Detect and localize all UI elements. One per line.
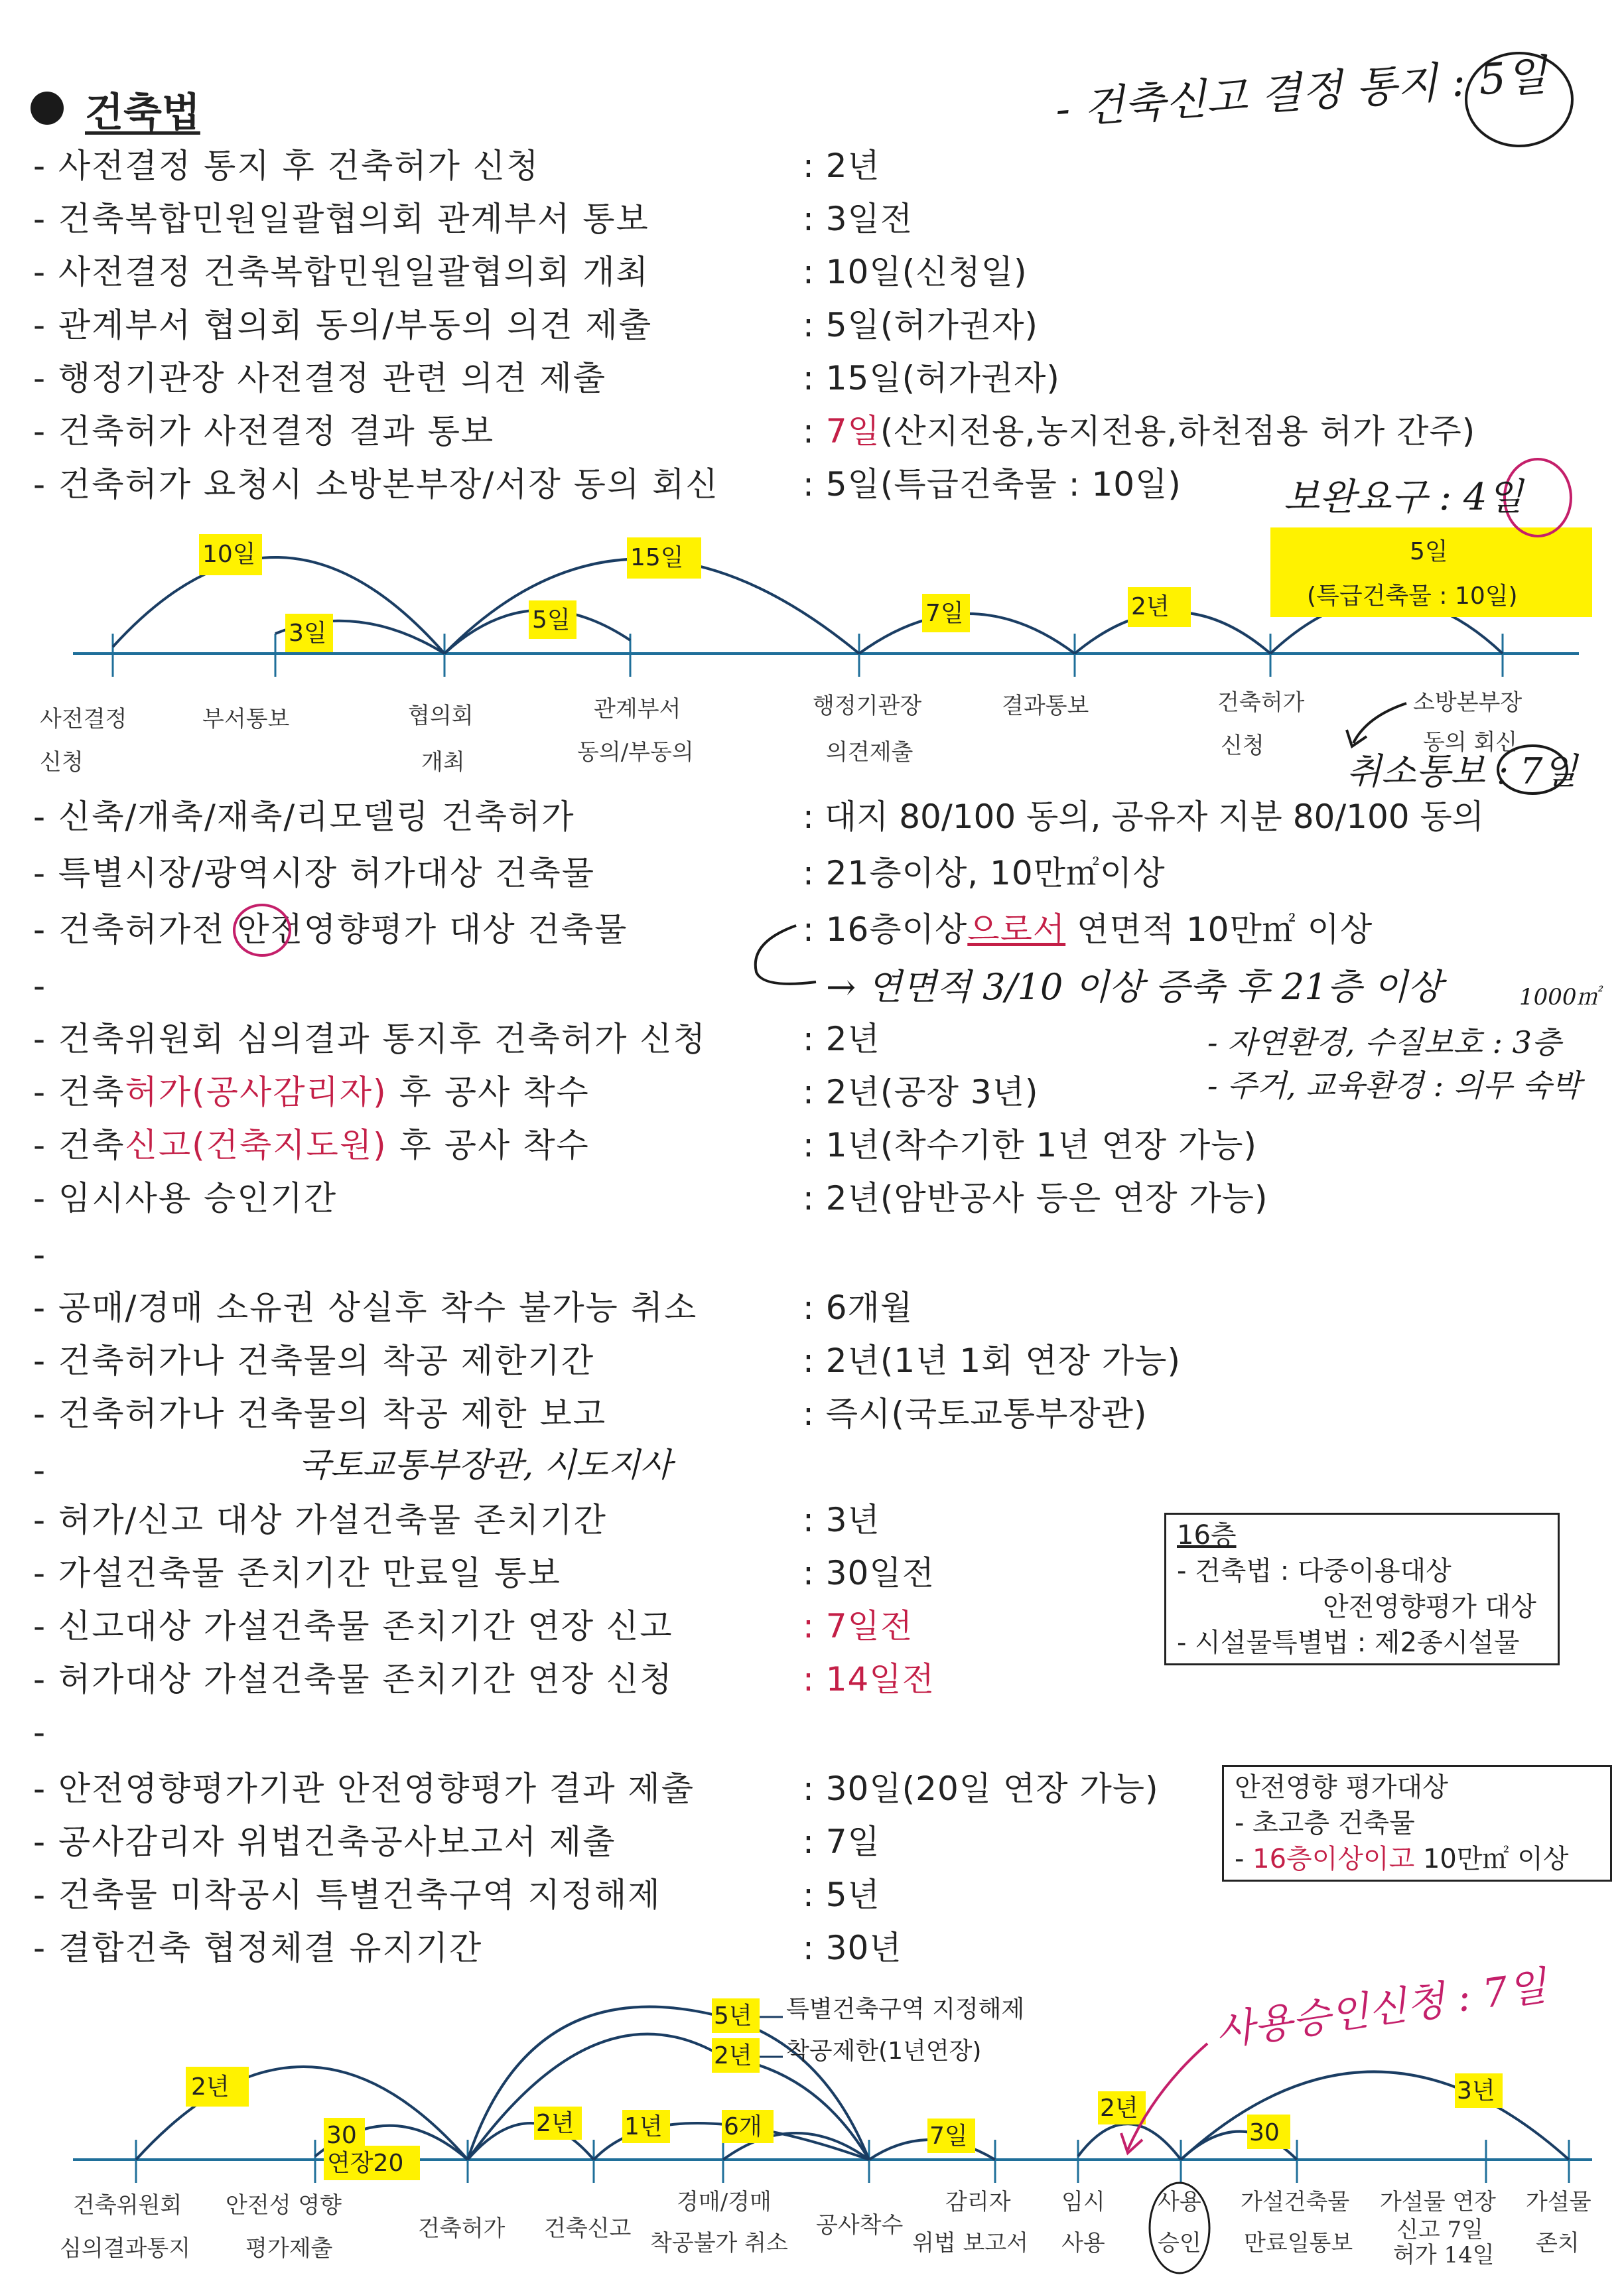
item-label: - 행정기관장 사전결정 관련 의견 제출 [33,359,607,397]
item-value: : 2년 [803,147,880,185]
item-label: - 건축허가나 건축물의 착공 제한 보고 [33,1395,607,1433]
timeline-label: 착공불가 취소 [650,2230,788,2257]
tag: 2년 [191,2073,230,2101]
handwritten-env-note: - 자연환경, 수질보호 : 3층 [1207,1024,1562,1060]
tag: 5일 [1410,538,1448,565]
item-value: : 3년 [803,1501,880,1539]
timeline-label: 결과통보 [1002,693,1089,719]
item-value: : 1년(착수기한 1년 연장 가능) [803,1126,1258,1164]
item-value: : 5년 [803,1876,880,1914]
page-title: 건축법 [85,90,200,136]
timeline-label: 허가 14일 [1393,2242,1495,2268]
item-label: - 공사감리자 위법건축공사보고서 제출 [33,1823,616,1861]
timeline-label: 신고 7일 [1396,2217,1483,2243]
box-line: - 초고층 건축물 [1235,1808,1415,1839]
timeline-label: 소방본부장 [1413,689,1522,716]
item-value: : 6개월 [803,1288,914,1327]
item-label: - 건축복합민원일괄협의회 관계부서 통보 [33,200,649,238]
tag: 연장20 [327,2150,404,2177]
timeline-label: 신청 [40,749,84,776]
item-label: - 건축허가전 안전영향평가 대상 건축물 [33,910,628,949]
item-value: : 30년 [803,1929,902,1967]
tag: 6개 [724,2113,762,2140]
tag: 30 [1249,2119,1280,2146]
item-value: : 2년 [803,1020,880,1058]
item-label-red: 허가(공사감리자) [125,1073,387,1111]
item-label: - 건축위원회 심의결과 통지후 건축허가 신청 [33,1020,707,1058]
item-label: - 건축물 미착공시 특별건축구역 지정해제 [33,1876,661,1914]
timeline-label: 사용 [1158,2189,1201,2215]
handwritten-note-top: - 건축신고 결정 통지 : 5일 [1053,51,1549,135]
box-line: 안전영향평가 대상 [1323,1592,1536,1622]
timeline-label: 건축위원회 [73,2192,182,2219]
tag: 5년 [714,2002,752,2030]
timeline-label: 건축신고 [544,2215,632,2242]
item-label: - 건축허가 사전결정 결과 통보 [33,412,495,451]
timeline-label: 관계부서 [594,696,681,723]
note: 특별건축구역 지정해제 [786,1996,1025,2023]
tag: 1년 [624,2113,663,2140]
item-label: - [33,967,47,1005]
tag: 10일 [202,541,256,568]
timeline-label: 가설물 연장 [1380,2189,1497,2215]
timeline-label: 위법 보고서 [912,2230,1029,2257]
item-value: : 15일(허가권자) [803,359,1060,397]
handwritten-area-note: → 연면적 3/10 이상 증축 후 21층 이상 [826,966,1443,1008]
box-title: 안전영향 평가대상 [1235,1772,1448,1803]
timeline-label: 건축허가 [1217,689,1305,716]
timeline-label: 의견제출 [826,739,914,766]
tag: 2년 [714,2042,752,2069]
tag: 3년 [1457,2077,1495,2105]
timeline-label: 경매/경매 [677,2189,772,2215]
item-value: : 7일(산지전용,농지전용,하천점용 허가 간주) [803,412,1476,451]
handwritten-side-note: 1000㎡ [1519,984,1599,1010]
item-label: - 건축허가 요청시 소방본부장/서장 동의 회신 [33,465,719,504]
timeline-label: 행정기관장 [813,693,922,719]
item-label-part: - 건축 [33,1073,125,1111]
timeline-label: 존치 [1536,2230,1580,2257]
item-label: - 허가대상 가설건축물 존치기간 연장 신청 [33,1660,673,1699]
timeline-label: 임시 [1061,2189,1105,2215]
item-label: - 신고대상 가설건축물 존치기간 연장 신고 [33,1607,673,1645]
item-value: : 7일전 [803,1607,914,1645]
box-line-red: 16층이상이고 [1252,1844,1415,1874]
item-value-underlined: 으로서 [967,910,1066,949]
item-value: : 10일(신청일) [803,253,1028,291]
item-value: : 2년(공장 3년) [803,1073,1039,1111]
item-value-part: : 16층이상 [803,910,968,949]
timeline-label: 가설물 [1526,2189,1591,2215]
timeline-label: 평가제출 [245,2235,333,2262]
item-value: : 대지 80/100 동의, 공유자 지분 80/100 동의 [803,798,1485,836]
handwritten-supplement: 보완요구 : 4일 [1284,476,1523,519]
handwritten-cancel: 취소통보 : 7일 [1347,750,1578,792]
tag: 7일 [929,2122,968,2150]
tag: (특급건축물 : 10일) [1307,583,1518,610]
item-value: : 14일전 [803,1660,935,1699]
item-label: - [33,1713,47,1752]
timeline-label: 심의결과통지 [60,2235,191,2262]
item-value: : 30일전 [803,1554,935,1592]
item-label-red: 신고(건축지도원) [125,1126,387,1164]
item-label: - [33,1235,47,1274]
timeline-label: 감리자 [945,2189,1011,2215]
item-value-rest: (산지전용,농지전용,하천점용 허가 간주) [880,412,1476,451]
timeline-label: 동의/부동의 [577,739,694,766]
timeline-label: 동의 회신 [1423,729,1518,756]
item-label: - 결합건축 협정체결 유지기간 [33,1929,483,1967]
tag: 3일 [289,620,327,647]
item-value: : 5일(특급건축물 : 10일) [803,465,1182,504]
item-label: - 사전결정 건축복합민원일괄협의회 개최 [33,253,649,291]
tag: 15일 [630,544,684,571]
handwritten-report-note: 국토교통부장관, 시도지사 [299,1446,673,1484]
item-label: - 가설건축물 존치기간 만료일 통보 [33,1554,561,1592]
tag: 2년 [1131,593,1170,620]
item-value: : 21층이상, 10만㎡이상 [803,854,1166,892]
item-label: - 허가/신고 대상 가설건축물 존치기간 [33,1501,607,1539]
item-value-red: 7일 [825,412,880,451]
item-label: - 신축/개축/재축/리모델링 건축허가 [33,798,575,836]
item-value: : 30일(20일 연장 가능) [803,1770,1159,1808]
timeline-label: 사용 [1061,2230,1105,2257]
item-value: : 2년(1년 1회 연장 가능) [803,1342,1181,1380]
timeline-label: 가설건축물 [1241,2189,1350,2215]
item-label-part: - 건축 [33,1126,125,1164]
timeline-label: 건축허가 [418,2215,506,2242]
tag: 2년 [1100,2095,1138,2122]
timeline-label: 공사착수 [816,2212,904,2239]
item-value: : 5일(허가권자) [803,306,1039,344]
item-label: - 임시사용 승인기간 [33,1179,338,1217]
box-title: 16층 [1177,1520,1237,1551]
note: 착공제한(1년연장) [786,2038,982,2065]
item-label: - 특별시장/광역시장 허가대상 건축물 [33,854,596,892]
tag: 2년 [536,2110,575,2137]
timeline-label: 부서통보 [202,706,290,732]
tag: 5일 [532,606,571,634]
box-line: - 16층이상이고 10만㎡ 이상 [1235,1844,1569,1874]
item-label: - [33,1451,47,1490]
box-line: - 건축법 : 다중이용대상 [1177,1556,1452,1586]
item-label-part: 후 공사 착수 [387,1073,590,1111]
timeline-label: 협의회 [408,703,474,729]
timeline-label: 안전성 영향 [226,2192,342,2219]
timeline-label: 사전결정 [40,706,127,732]
item-label: - 관계부서 협의회 동의/부동의 의견 제출 [33,306,653,344]
handwritten-use-approval: 사용승인신청 : 7일 [1213,1963,1550,2055]
item-value: : 7일 [803,1823,880,1861]
timeline-label: 개최 [421,749,465,776]
item-value: : 2년(암반공사 등은 연장 가능) [803,1179,1268,1217]
item-value-part: 연면적 10만㎡ 이상 [1065,910,1373,949]
tag: 7일 [925,600,964,627]
item-label-part: 후 공사 착수 [387,1126,590,1164]
tag: 30 [326,2122,357,2149]
timeline-label: 신청 [1221,732,1264,759]
item-label: - 사전결정 통지 후 건축허가 신청 [33,147,540,185]
timeline-label: 승인 [1158,2230,1201,2257]
item-label: - 건축허가나 건축물의 착공 제한기간 [33,1342,595,1380]
item-value: : 즉시(국토교통부장관) [803,1395,1148,1433]
box-line-rest: 10만㎡ 이상 [1414,1844,1569,1874]
handwritten-edu-note: - 주거, 교육환경 : 의무 숙박 [1207,1068,1582,1103]
timeline-label: 만료일통보 [1244,2230,1353,2257]
item-label: - 안전영향평가기관 안전영향평가 결과 제출 [33,1770,695,1808]
box-line: - 시설물특별법 : 제2종시설물 [1177,1628,1520,1658]
item-value: : 3일전 [803,200,914,238]
item-label: - 공매/경매 소유권 상실후 착수 불가능 취소 [33,1288,698,1327]
